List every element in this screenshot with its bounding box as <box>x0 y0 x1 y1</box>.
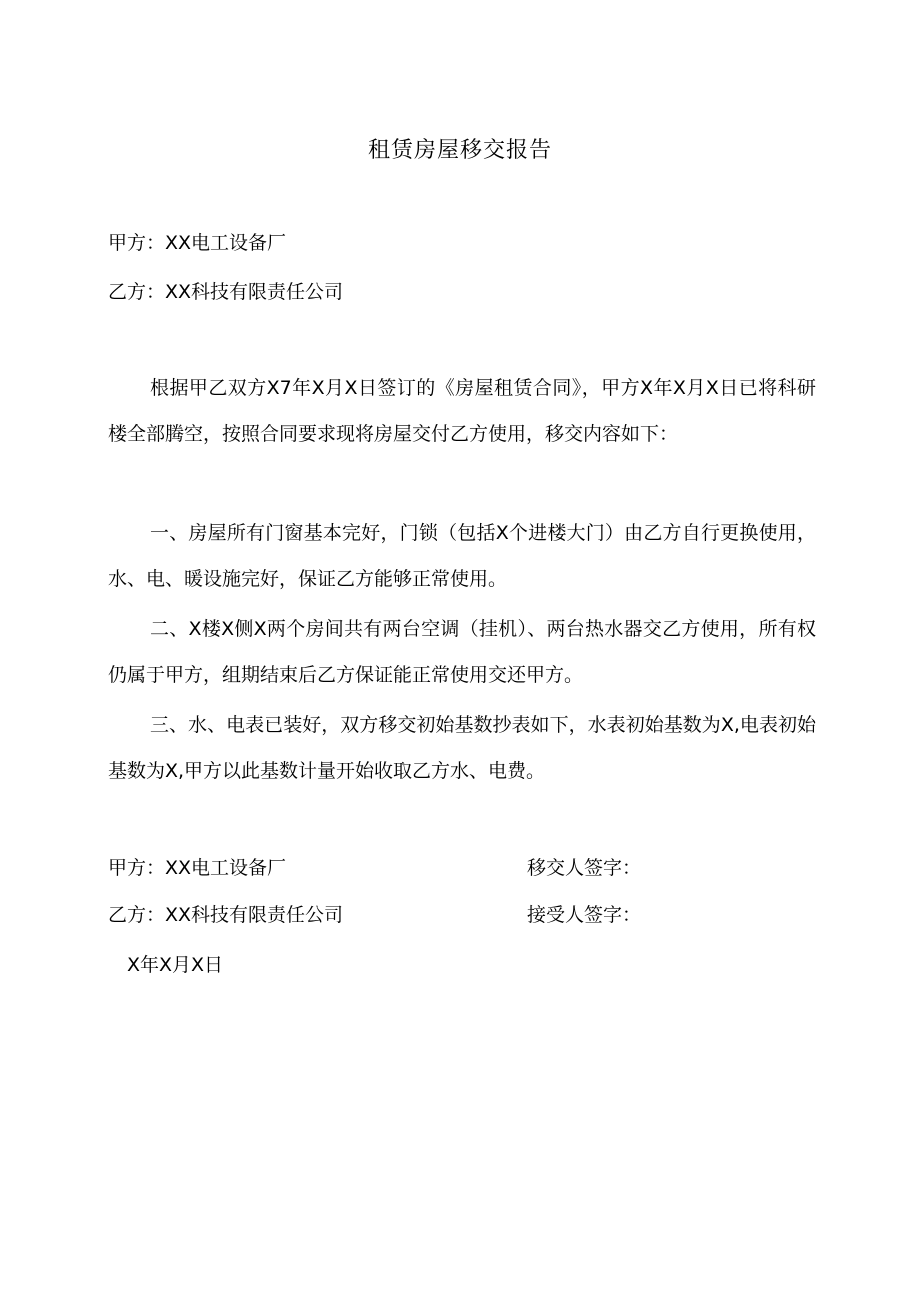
clause-3-paragraph: 三、水、电表已装好，双方移交初始基数抄表如下，水表初始基数为X,电表初始基数为X,甲方以此基数计量开始收取乙方水、电费。 <box>108 714 816 782</box>
signature-party-b: 乙方：XX科技有限责任公司 <box>108 904 344 926</box>
clause-2-paragraph: 二、X楼X侧X两个房间共有两台空调（挂机）、两台热水器交乙方使用，所有权仍属于甲方，组期结束后乙方保证能正常使用交还甲方。 <box>108 618 816 686</box>
intro-paragraph: 根据甲乙双方X7年X月X日签订的《房屋租赁合同》，甲方X年X月X日已将科研楼全部腾空，按照合同要求现将房屋交付乙方使用，移交内容如下： <box>108 377 816 445</box>
party-b-header: 乙方：XX科技有限责任公司 <box>108 281 344 303</box>
party-a-header: 甲方：XX电工设备厂 <box>108 232 287 254</box>
document-title: 租赁房屋移交报告 <box>367 138 552 163</box>
transferor-signature-label: 移交人签字： <box>527 857 642 879</box>
receiver-signature-label: 接受人签字： <box>527 904 642 926</box>
clause-1-paragraph: 一、房屋所有门窗基本完好，门锁（包括X个进楼大门）由乙方自行更换使用，水、电、暖设施完好，保证乙方能够正常使用。 <box>108 522 816 590</box>
signature-date: X年X月X日 <box>127 954 224 976</box>
signature-party-a: 甲方：XX电工设备厂 <box>108 857 287 879</box>
